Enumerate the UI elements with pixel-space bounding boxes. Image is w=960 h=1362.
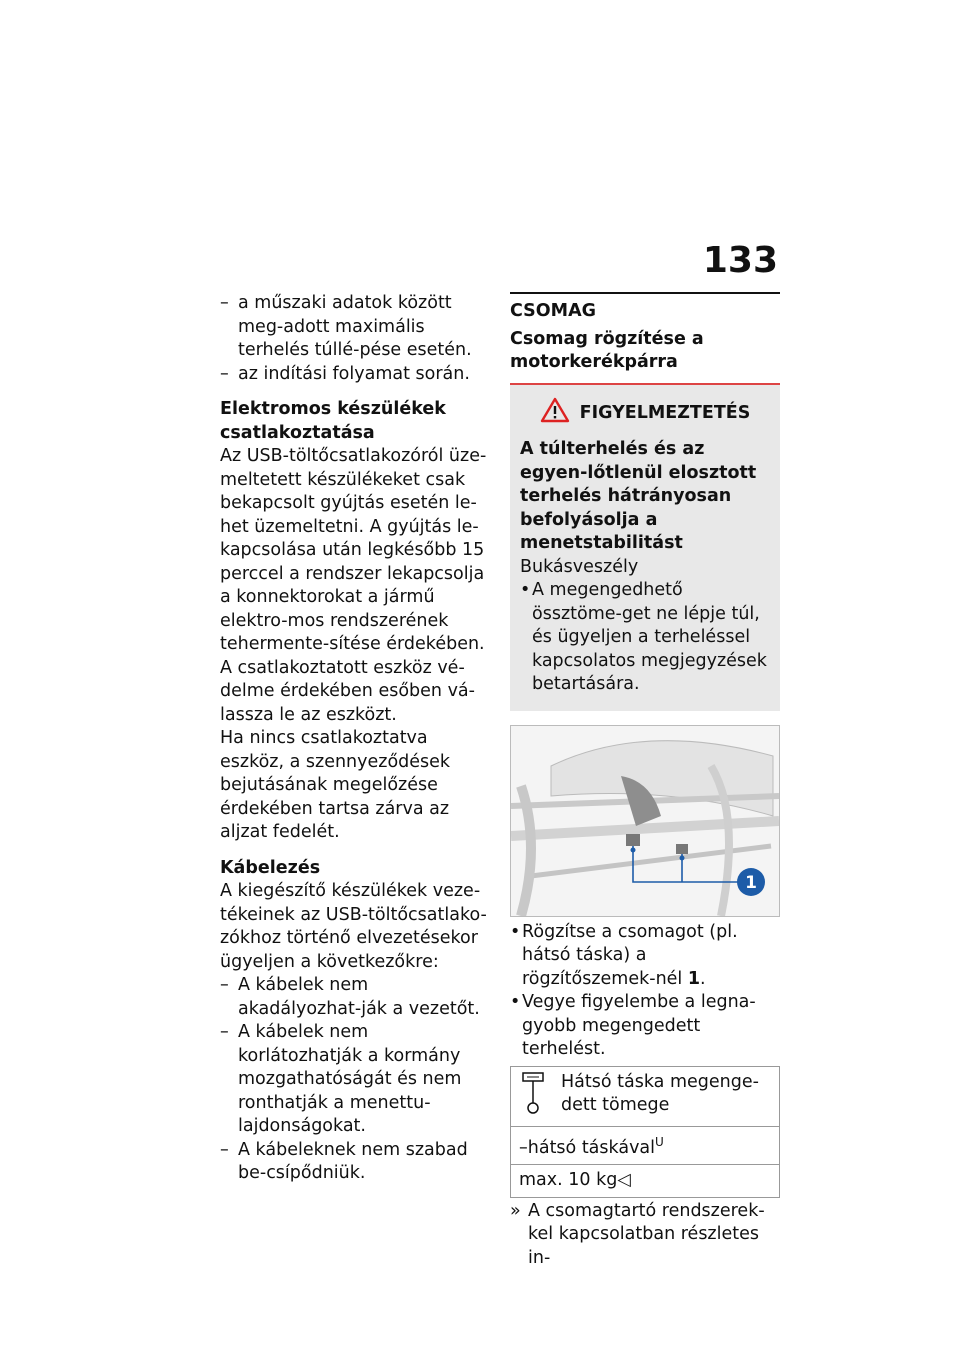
list-item: – a műszaki adatok között meg-adott maximális terhelés túllé-pése esetén. <box>220 292 490 363</box>
luggage-rack-illustration <box>510 725 780 917</box>
info-row-label: hátsó táskával <box>527 1137 656 1158</box>
info-table-title: Hátsó táska megenge-dett tömege <box>561 1071 759 1115</box>
step-text: Rögzítse a csomagot (pl. hátsó táska) a rögzítőszemek-nél <box>522 921 738 989</box>
bullet-icon: • <box>520 580 531 600</box>
warning-bullet <box>520 579 770 697</box>
reference-item <box>510 1200 780 1271</box>
step-text: Vegye figyelembe a legna-gyobb megengedett terhelést. <box>522 992 756 1059</box>
page-number: 133 <box>702 240 778 281</box>
warning-label: FIGYELMEZTETÉS <box>579 402 751 423</box>
section-title: CSOMAG <box>510 292 780 324</box>
step-suffix: . <box>700 968 706 989</box>
warning-triangle-icon <box>540 397 570 431</box>
step-item <box>510 991 780 1062</box>
info-table <box>510 1066 780 1198</box>
marker-end: ◁ <box>617 1170 631 1191</box>
paragraph: Az USB-töltőcsatlakozóról üze-meltetett készülékeket csak bekapcsolt gyújtás esetén le-het üzemeltetni. A gyújtás le-kapcsolása után legkésőbb 15 perccel a rendszer lekapcsolja a konnektorokat a jármű elektro-mos rendszerének tehermente-sítése érdekében. <box>220 446 487 654</box>
cabling-heading: Kábelezés <box>220 857 321 878</box>
info-table-row <box>511 1165 779 1198</box>
warning-title: A túlterhelés és az egyen-lőtlenül elosztott terhelés hátrányosan befolyásolja a menetstabilitást <box>520 439 757 553</box>
info-table-header <box>511 1067 779 1128</box>
electrical-heading: Elektromos készülékek csatlakoztatása <box>220 399 446 443</box>
marker-u: U <box>655 1135 664 1149</box>
bullet-icon: • <box>510 992 521 1012</box>
bullet-icon: • <box>510 921 521 942</box>
section-subtitle: Csomag rögzítése a motorkerékpárra <box>510 328 704 372</box>
list-item: – A kábelek nem akadályozhat-ják a vezetőt. <box>220 974 490 1021</box>
info-table-row: –hátsó táskával$^U$ <box>511 1127 779 1165</box>
paragraph: A csatlakoztatott eszköz vé-delme érdekében esőben vá-lassza le az eszközt. <box>220 657 475 725</box>
step-ref: 1 <box>687 968 701 989</box>
warning-header <box>520 397 770 431</box>
paragraph: Ha nincs csatlakoztatva eszköz, a szennyeződések bejutásának megelőzése érdekében tartsa zárva az aljzat fedelét. <box>220 728 451 842</box>
chevron-right-icon: » <box>510 1200 521 1221</box>
callout-label: 1 <box>745 872 757 893</box>
weight-gauge-icon <box>519 1071 549 1123</box>
warning-bullet-text: A megengedhető össztöme-get ne lépje túl, és ügyeljen a terheléssel kapcsolatos megjegyzések betartására. <box>532 580 767 694</box>
list-item: – A kábeleknek nem szabad be-csípődniük. <box>220 1139 490 1186</box>
info-row-value: max. 10 kg <box>519 1170 618 1191</box>
right-column <box>510 292 780 1270</box>
list-item: – A kábelek nem korlátozhatják a kormány mozgathatóságát és nem ronthatják a menettu-lajdonságokat. <box>220 1021 490 1139</box>
luggage-rack-drawing <box>511 726 779 916</box>
list-item: – az indítási folyamat során. <box>220 363 490 387</box>
paragraph: A kiegészítő készülékek veze-tékeinek az USB-töltőcsatlako-zókhoz történő elvezetésekor ügyeljen a következőkre: <box>220 881 487 972</box>
step-item <box>510 921 780 992</box>
left-column <box>220 292 490 1186</box>
warning-risk: Bukásveszély <box>520 556 639 577</box>
warning-box <box>510 385 780 711</box>
reference-text: A csomagtartó rendszerek-kel kapcsolatban részletes in- <box>528 1200 765 1268</box>
